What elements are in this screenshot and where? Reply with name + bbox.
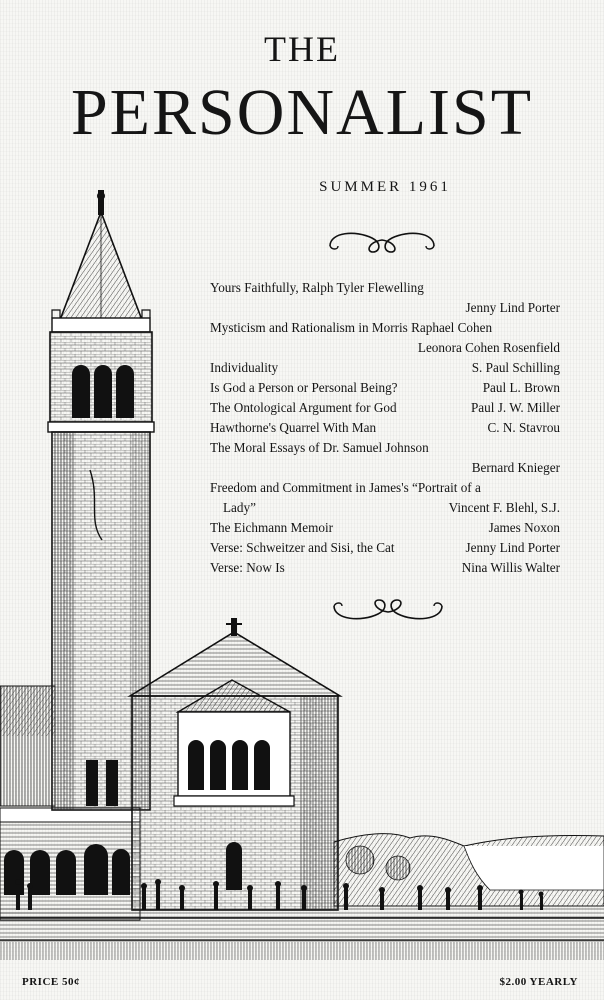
article-title: The Eichmann Memoir <box>210 520 334 535</box>
masthead-article: THE <box>264 29 340 69</box>
article-title: Freedom and Commitment in James's “Portrait of a <box>210 480 481 495</box>
article-title: Mysticism and Rationalism in Morris Raphael Cohen <box>210 320 493 335</box>
article-title: The Moral Essays of Dr. Samuel Johnson <box>210 440 429 455</box>
article-title: Verse: Schweitzer and Sisi, the Cat <box>210 540 395 555</box>
article-author: Vincent F. Blehl, S.J. <box>448 500 560 515</box>
article-title: Hawthorne's Quarrel With Man <box>210 420 377 435</box>
article-author: Nina Willis Walter <box>461 560 560 575</box>
article-author: Jenny Lind Porter <box>465 540 560 555</box>
price-label: PRICE 50¢ <box>22 976 80 988</box>
magazine-title: PERSONALIST <box>70 76 534 149</box>
issue-date: SUMMER 1961 <box>319 179 451 195</box>
article-title-continued: Lady” <box>223 500 256 515</box>
article-author: Jenny Lind Porter <box>465 300 560 315</box>
article-author: Paul J. W. Miller <box>470 400 560 415</box>
article-title: The Ontological Argument for God <box>210 400 397 415</box>
article-title: Verse: Now Is <box>210 560 285 575</box>
article-title: Yours Faithfully, Ralph Tyler Flewelling <box>210 280 424 295</box>
article-author: James Noxon <box>488 520 560 535</box>
article-author: Paul L. Brown <box>482 380 560 395</box>
article-title: Is God a Person or Personal Being? <box>210 380 398 395</box>
article-author: Leonora Cohen Rosenfield <box>417 340 560 355</box>
article-title: Individuality <box>210 360 279 375</box>
yearly-subscription-label: $2.00 YEARLY <box>499 976 578 988</box>
article-author: C. N. Stavrou <box>487 420 560 435</box>
campanile-church-illustration <box>0 185 604 965</box>
article-author: Bernard Knieger <box>471 460 560 475</box>
article-author: S. Paul Schilling <box>471 360 560 375</box>
